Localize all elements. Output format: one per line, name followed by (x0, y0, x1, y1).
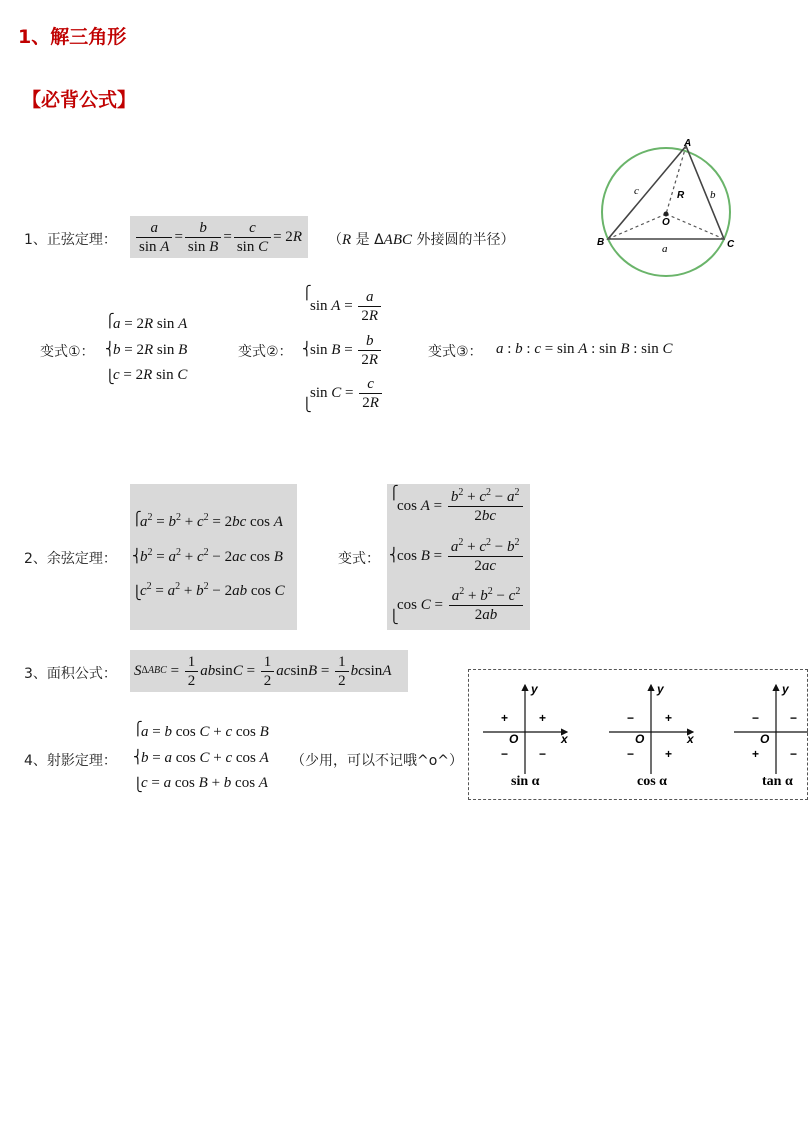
center-o: O (662, 217, 670, 228)
projection-note: （少用，可以不记哦^o^） (291, 753, 464, 769)
vertex-a: A (684, 138, 692, 149)
cosine-variant-box: ⎧ ⎨ ⎩ cos A = $\frac{b^2 + c^2 - a^2}{2bc}$ cos B = $\frac{a^2 + c^2 - b^2}{2ac}$ cos C = $\frac{a^2 + b^2 - c^2}{2ab}$ (387, 484, 530, 630)
cosine-law-label: 2、余弦定理： (24, 551, 117, 567)
origin-label: O (635, 732, 645, 746)
projection-label: 4、射影定理： (24, 753, 117, 769)
side-b: b (710, 189, 716, 201)
x-axis-label: x (561, 732, 568, 746)
origin-label: O (760, 732, 770, 746)
radius-r: R (677, 190, 685, 201)
variant-3-formula: a : b : c = sin A : sin B : sin C (496, 341, 673, 357)
circumscribed-triangle-figure (596, 138, 748, 258)
radius-oa (666, 146, 686, 214)
sine-law-formula: $\frac{a}{\text{sin A}}$ = $\frac{b}{\text{sin B}}$ = $\frac{c}{\text{sin C}}$ = 2 R (130, 216, 308, 258)
quadrant-2-sign: + (501, 711, 509, 725)
quadrant-4-sign: + (665, 747, 673, 761)
center-point (664, 212, 669, 217)
variant-2-label: 变式②： (238, 344, 293, 360)
quadrant-3-sign: + (752, 747, 760, 761)
x-axis-label: x (687, 732, 694, 746)
side-a: a (662, 243, 668, 255)
variant-2-system: ⎧ ⎨ ⎩ sin A = $\frac{a}{2R}$ sin B = $\frac{b}{2R}$ sin C = $\frac{c}{2R}$ (302, 288, 384, 412)
section-title: 1、解三角形 (18, 26, 127, 48)
quadrant-3-sign: − (501, 747, 509, 761)
y-axis-label: y (531, 682, 538, 696)
chart-name: sin α (511, 774, 540, 789)
quadrant-4-sign: − (539, 747, 547, 761)
sine-law-label: 1、正弦定理： (24, 232, 117, 248)
y-axis-label: y (657, 682, 664, 696)
projection-system: ⎧ ⎨ ⎩ a = b cos C + c cos B b = a cos C + c cos A c = a cos B + b cos A (133, 722, 269, 793)
y-axis-label: y (782, 682, 789, 696)
variant-1-label: 变式①： (40, 344, 95, 360)
quadrant-2-sign: − (752, 711, 760, 725)
area-formula: S ΔABC = $\frac{1}{2}$ ab sin C = $\frac{1}{2}$ ac sin B = $\frac{1}{2}$ bc sin A (130, 650, 408, 692)
side-c: c (634, 185, 639, 197)
sine-law-note: （R 是 ΔABC 外接圆的半径） (328, 232, 515, 248)
cosine-variant-label: 变式： (338, 551, 380, 567)
quadrant-3-sign: − (627, 747, 635, 761)
quadrant-2-sign: − (627, 711, 635, 725)
chart-name: cos α (637, 774, 667, 789)
quadrant-4-sign: − (790, 747, 798, 761)
vertex-c: C (727, 239, 735, 250)
radius-ob (608, 214, 666, 239)
cosine-law-box: ⎧ ⎨ ⎩ $a^2 = b^2 + c^2 = 2bc$ cos A $b^2 = a^2 + c^2 - 2ac$ cos B $c^2 = a^2 + b^2 - 2ab$ cos C (130, 484, 297, 630)
area-label: 3、面积公式： (24, 666, 117, 682)
variant-1-system: ⎧ ⎨ ⎩ a = 2R sin A b = 2R sin B c = 2R sin C (105, 314, 188, 385)
variant-3-label: 变式③： (428, 344, 483, 360)
quadrant-1-sign: + (539, 711, 547, 725)
quadrant-1-sign: + (665, 711, 673, 725)
chart-name: tan α (762, 774, 793, 789)
quadrant-sign-charts-svg (468, 669, 798, 800)
section-subtitle: 【必背公式】 (22, 89, 137, 111)
quadrant-1-sign: − (790, 711, 798, 725)
vertex-b: B (597, 237, 605, 248)
origin-label: O (509, 732, 519, 746)
